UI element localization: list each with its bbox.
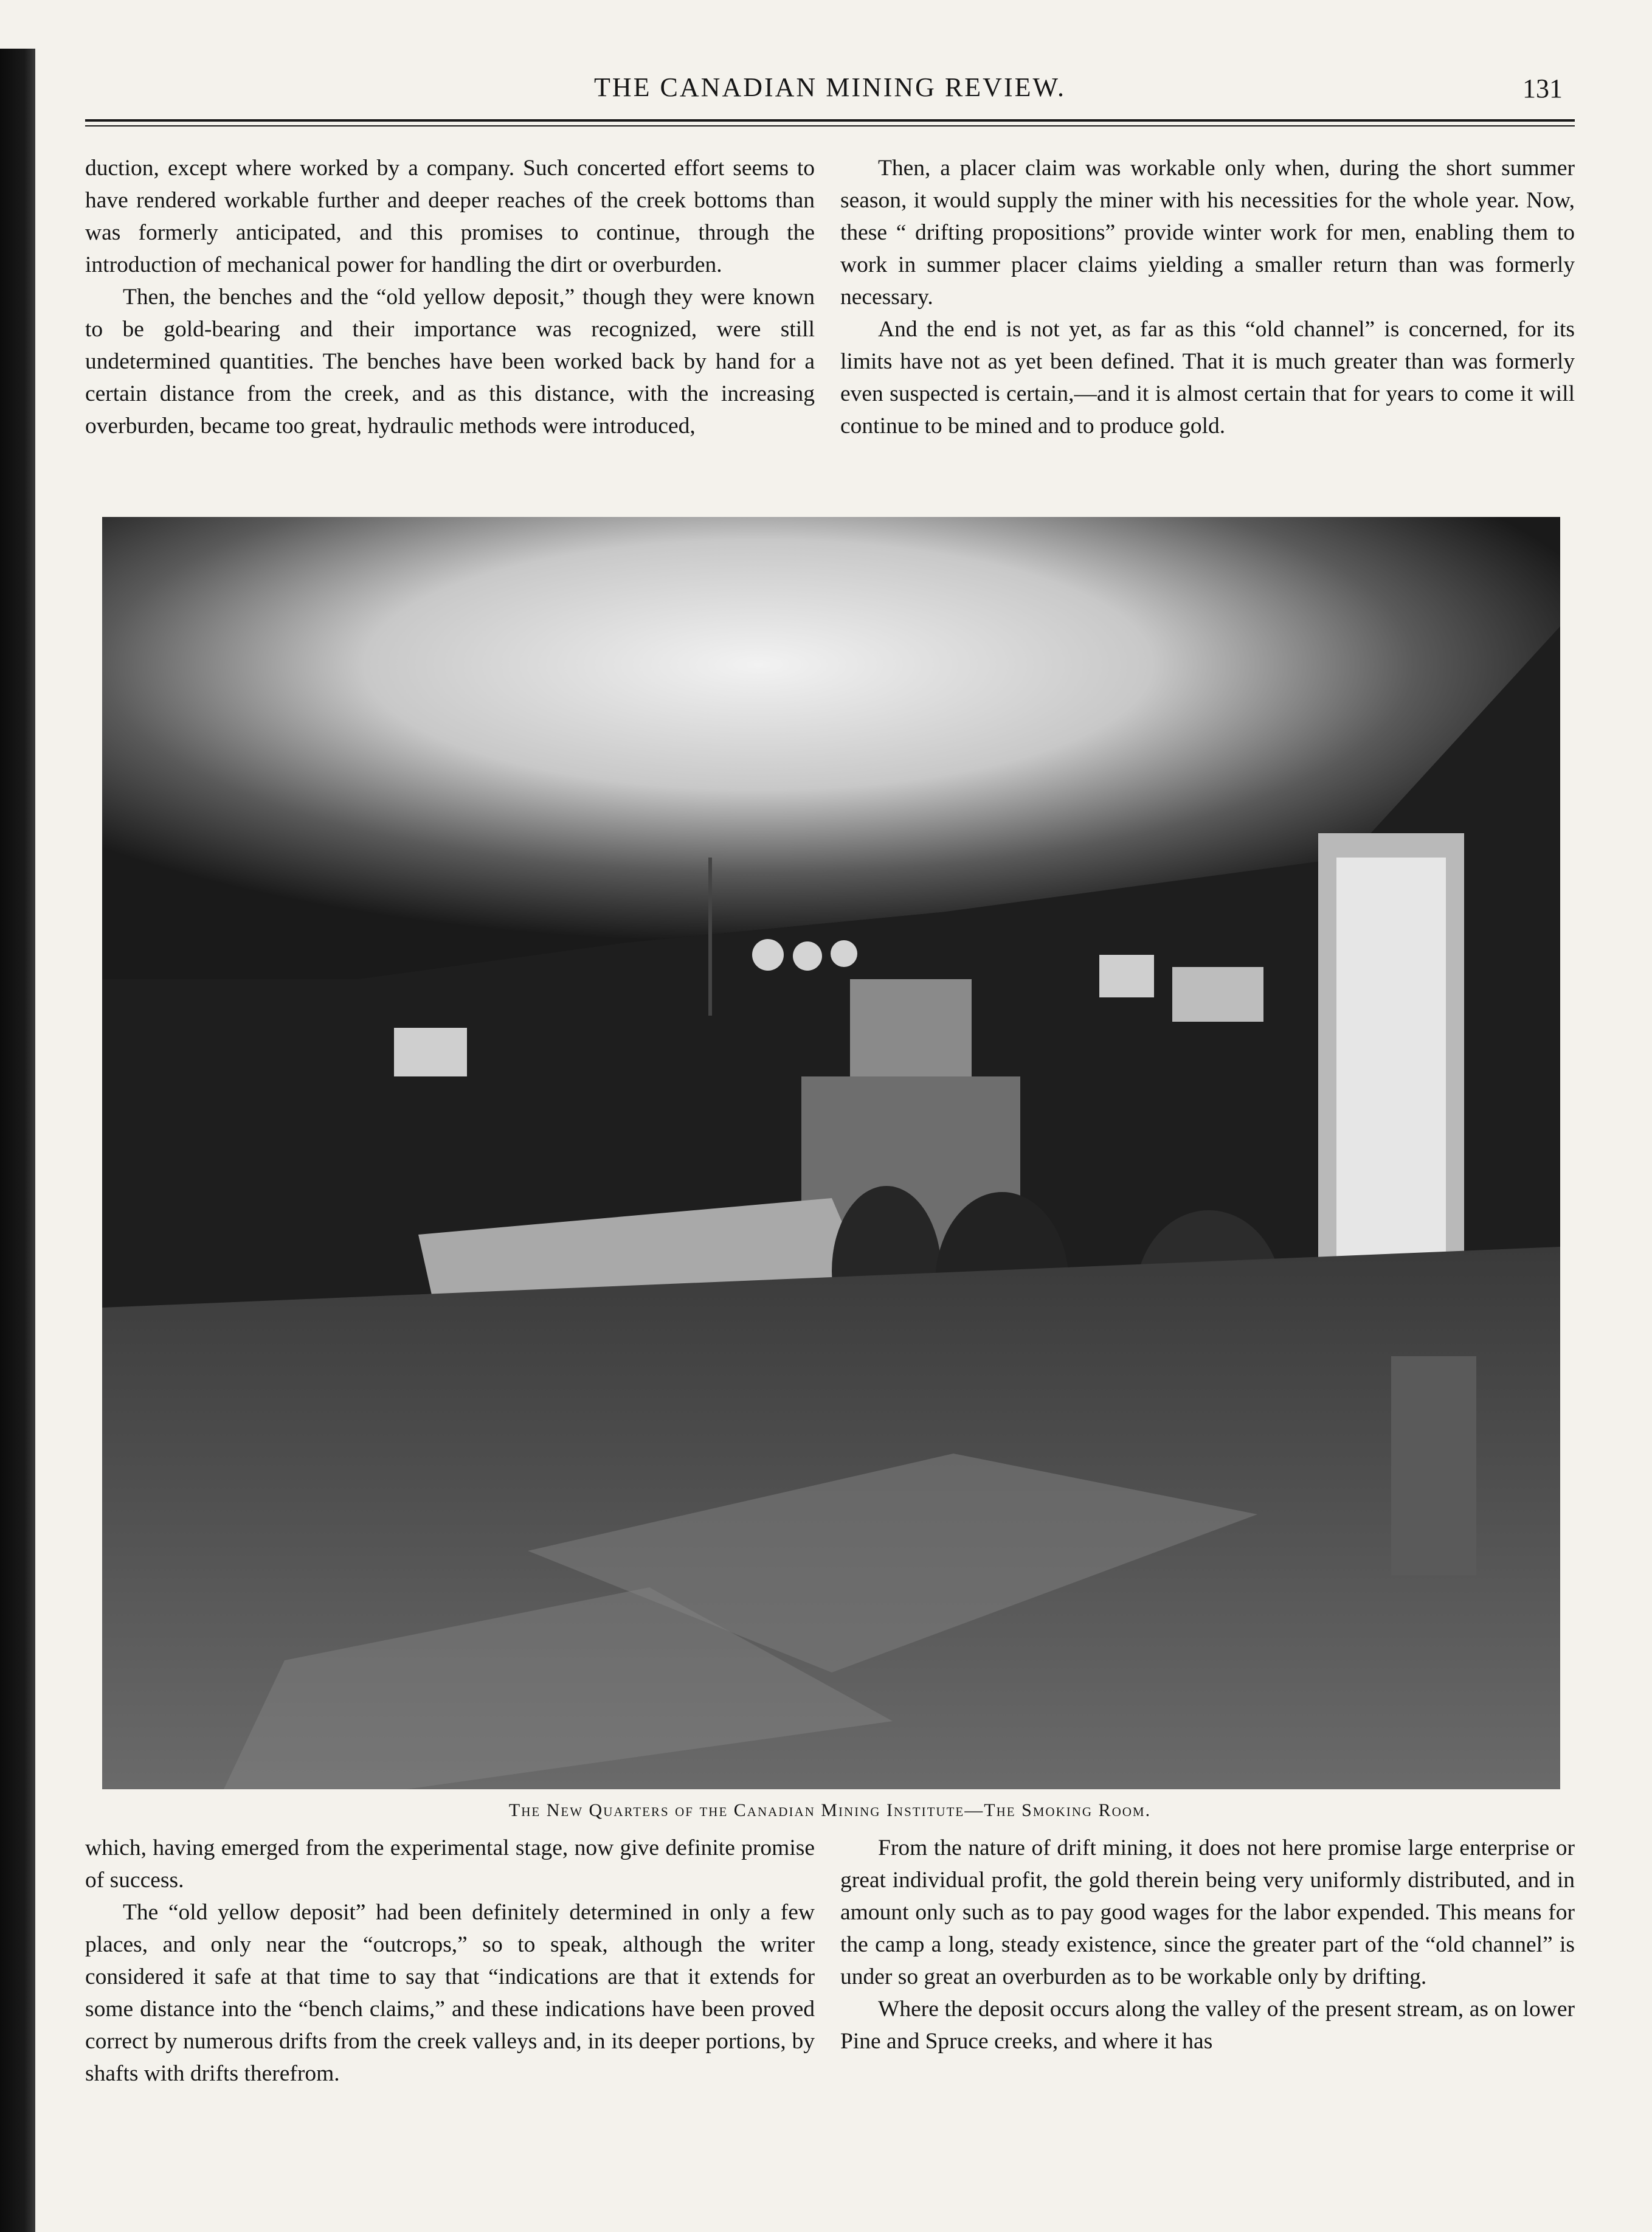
column-top-right: [840, 152, 1575, 442]
header-rule-thick: [85, 119, 1575, 122]
column-bottom-right: [840, 1832, 1575, 2057]
wall-plate: [752, 939, 784, 971]
photo-halftone: [102, 517, 1560, 1789]
paragraph: duction, except where worked by a company. Such concerted effort seems to have rendered workable further and deeper reaches of the creek bottoms than was formerly anticipated, and this promises to continue, through the introduction of mechanical power for handling the dirt or overburden.: [85, 156, 815, 277]
wall-plate: [831, 940, 857, 967]
wall-picture: [1099, 955, 1154, 997]
paragraph: Where the deposit occurs along the valley of the present stream, as on lower Pine and Spruce creeks, and where it has: [840, 1997, 1575, 2054]
paragraph: Then, a placer claim was workable only when, during the short summer season, it would supply the miner with his necessities for the whole year. Now, these “ drifting propositions” provide winter work for men, enabling them to work in summer placer claims yielding a smaller return than was formerly necessary.: [840, 156, 1575, 310]
paragraph: which, having emerged from the experimental stage, now give definite promise of success.: [85, 1835, 815, 1893]
paragraph: The “old yellow deposit” had been definitely determined in only a few places, and only near the “outcrops,” so to speak, although the writer considered it safe at that time to say that “indications are that it extends for some distance into the “bench claims,” and these indications have been proved correct by numerous drifts from the creek valleys and, in its deeper portions, by shafts with drifts therefrom.: [85, 1900, 815, 2086]
running-header: [85, 72, 1575, 114]
paragraph: And the end is not yet, as far as this “old channel” is concerned, for its limits have not as yet been defined. That it is much greater than was formerly even suspected is certain,—and it is almost certain that for years to come it will continue to be mined and to produce gold.: [840, 317, 1575, 438]
wall-picture: [394, 1028, 467, 1076]
paragraph: Then, the benches and the “old yellow deposit,” though they were known to be gold-bearing and their importance was recognized, were still undetermined quantities. The benches have been worked back by hand for a certain distance from the creek, and as this distance, with the increasing overburden, became too great, hydraulic methods were introduced,: [85, 285, 815, 438]
photo-caption: The New Quarters of the Canadian Mining Institute—The Smoking Room.: [508, 1800, 1152, 1820]
wall-plate: [793, 941, 822, 971]
column-top-left: [85, 152, 815, 442]
header-rule-thin: [85, 125, 1575, 127]
journal-title: THE CANADIAN MINING REVIEW.: [594, 72, 1066, 102]
paragraph: From the nature of drift mining, it does not here promise large enterprise or great individual profit, the gold therein being very uniformly distributed, and in amount only such as to pay good wages for the labor expended. This means for the camp a long, steady existence, since the greater part of the “old channel” is under so great an overburden as to be workable only by drifting.: [840, 1835, 1575, 1989]
column-bottom-left: [85, 1832, 815, 2090]
page-number: 131: [1522, 74, 1563, 103]
page-binding-edge: [0, 49, 35, 2232]
radiator: [1391, 1356, 1476, 1575]
smoking-room-photograph: [102, 517, 1560, 1789]
wall-picture: [1172, 967, 1263, 1022]
